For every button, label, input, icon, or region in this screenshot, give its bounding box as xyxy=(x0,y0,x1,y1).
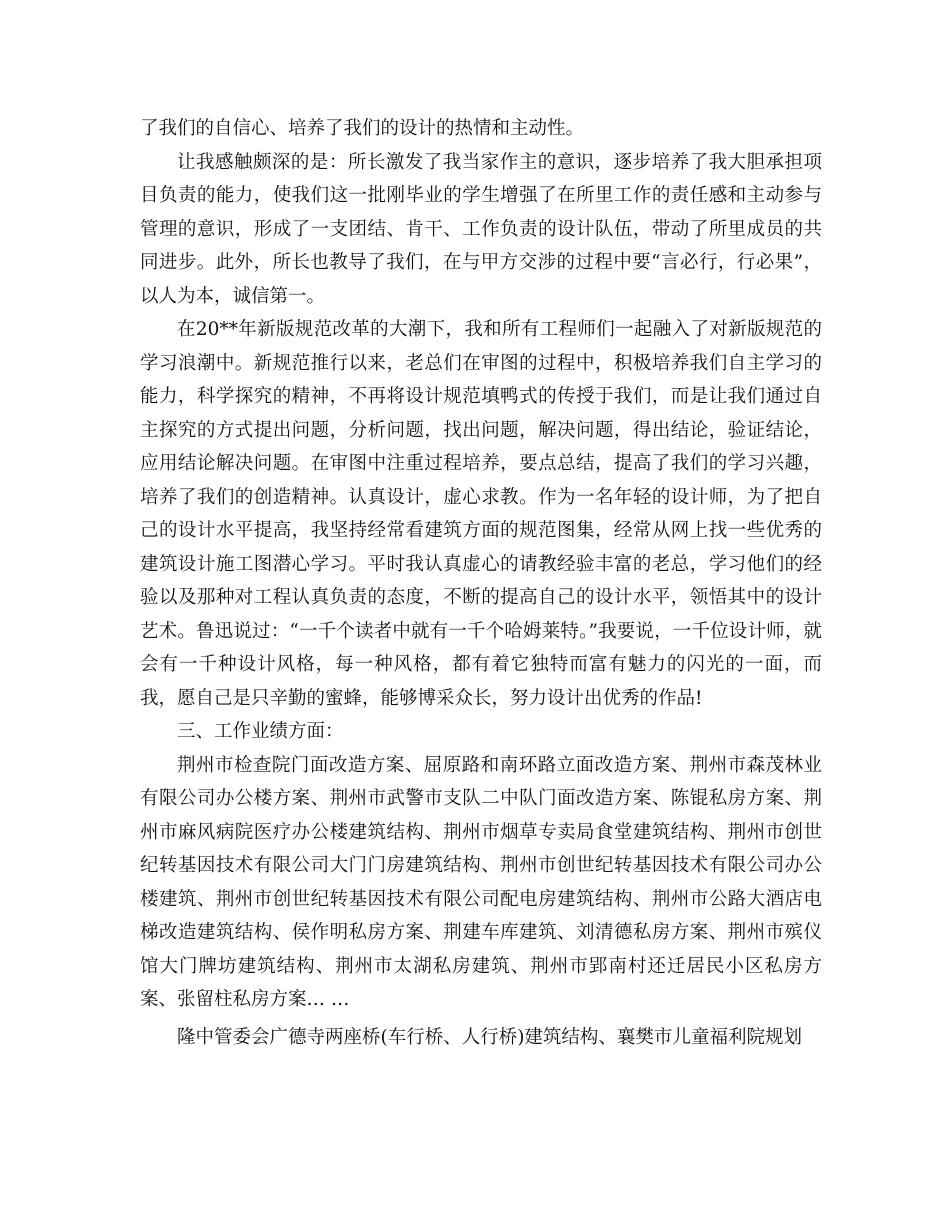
document-body xyxy=(140,112,822,1054)
paragraph-new-standards: 在20**年新版规范改革的大潮下，我和所有工程师们一起融入了对新版规范的学习浪潮中。新规范推行以来，老总们在审图的过程中，积极培养我们自主学习的能力，科学探究的精神，不再将设计规范填鸭式的传授于我们，而是让我们通过自主探究的方式提出问题，分析问题，找出问题，解决问题，得出结论，验证结论，应用结论解决问题。在审图中注重过程培养，要点总结，提高了我们的学习兴趣，培养了我们的创造精神。认真设计，虚心求教。作为一名年轻的设计师，为了把自己的设计水平提高，我坚持经常看建筑方面的规范图集，经常从网上找一些优秀的建筑设计施工图潜心学习。平时我认真虚心的请教经验丰富的老总，学习他们的经验以及那种对工程认真负责的态度，不断的提高自己的设计水平，领悟其中的设计艺术。鲁迅说过：“一千个读者中就有一千个哈姆莱特。”我要说，一千位设计师，就会有一千种设计风格，每一种风格，都有着它独特而富有魅力的闪光的一面，而我，愿自己是只辛勤的蜜蜂，能够博采众长，努力设计出优秀的作品! xyxy=(140,319,822,709)
paragraph-director-influence: 让我感触颇深的是：所长激发了我当家作主的意识，逐步培养了我大胆承担项目负责的能力，使我们这一批刚毕业的学生增强了在所里工作的责任感和主动参与管理的意识，形成了一支团结、肯干、工作负责的设计队伍，带动了所里成员的共同进步。此外，所长也教导了我们，在与甲方交涉的过程中要“言必行，行必果”，以人为本，诚信第一。 xyxy=(140,151,822,307)
paragraph-longzhong-projects: 隆中管委会广德寺两座桥(车行桥、人行桥)建筑结构、襄樊市儿童福利院规划 xyxy=(177,1026,802,1048)
section-heading-work-achievements: 三、工作业绩方面： xyxy=(177,721,344,742)
paragraph-continuation: 了我们的自信心、培养了我们的设计的热情和主动性。 xyxy=(140,118,585,139)
paragraph-jingzhou-projects: 荆州市检查院门面改造方案、屈原路和南环路立面改造方案、荆州市森茂林业有限公司办公楼方案、荆州市武警市支队二中队门面改造方案、陈锟私房方案、荆州市麻风病院医疗办公楼建筑结构、荆州市烟草专卖局食堂建筑结构、荆州市创世纪转基因技术有限公司大门门房建筑结构、荆州市创世纪转基因技术有限公司办公楼建筑、荆州市创世纪转基因技术有限公司配电房建筑结构、荆州市公路大酒店电梯改造建筑结构、侯作明私房方案、荆建车库建筑、刘清德私房方案、荆州市殡仪馆大门牌坊建筑结构、荆州市太湖私房建筑、荆州市郢南村还迁居民小区私房方案、张留柱私房方案… … xyxy=(140,754,822,1010)
